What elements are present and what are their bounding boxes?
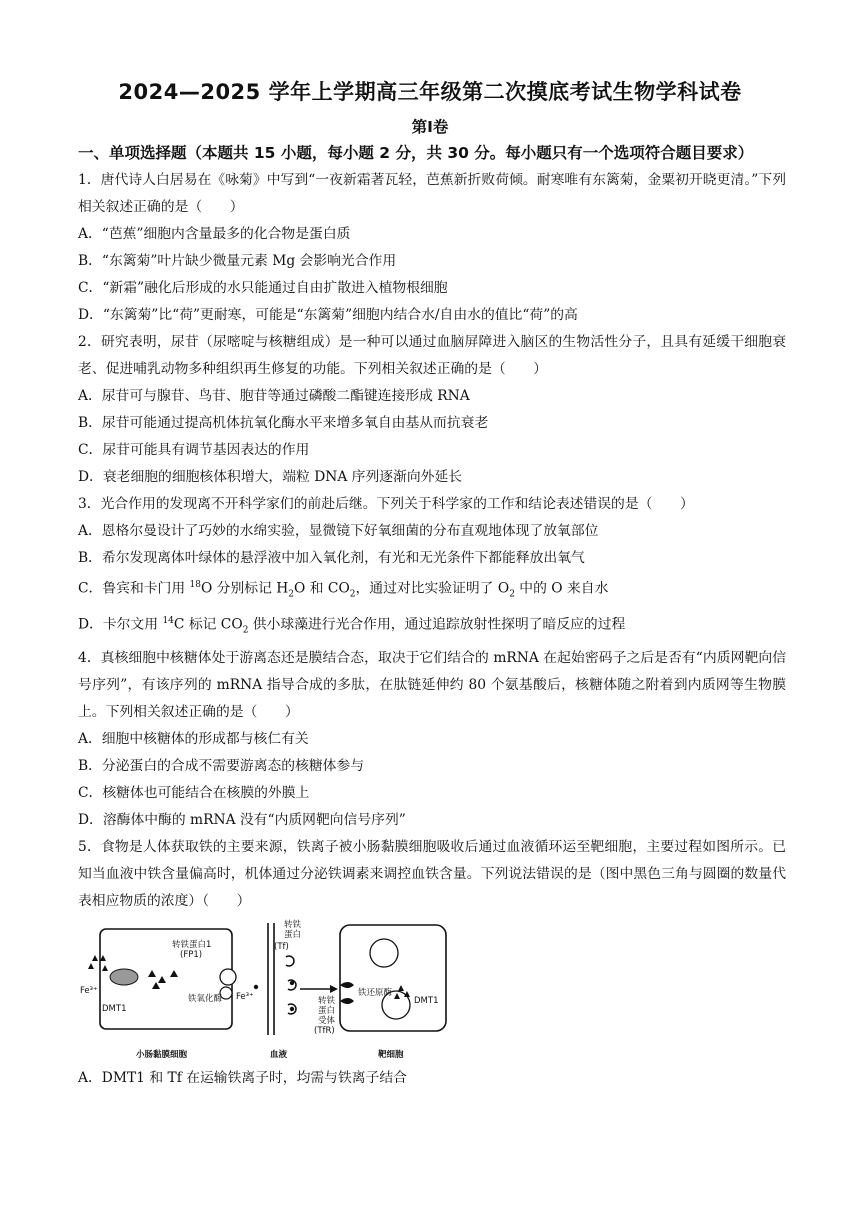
option-b: B．分泌蛋白的合成不需要游离态的核糖体参与 xyxy=(78,757,365,774)
exam-title: 2024—2025 学年上学期高三年级第二次摸底考试生物学科试卷 xyxy=(118,80,742,104)
option-a: A．DMT1 和 Tf 在运输铁离子时，均需与铁离子结合 xyxy=(78,1069,407,1086)
tfr-label-2: 蛋白 xyxy=(318,1005,336,1016)
option-c: C．核糖体也可能结合在核膜的外膜上 xyxy=(78,784,310,801)
option-d: D．“东篱菊”比“荷”更耐寒，可能是“东篱菊”细胞内结合水/自由水的值比“荷”的高 xyxy=(78,307,578,323)
section-heading: 一、单项选择题（本题共 15 小题，每小题 2 分，共 30 分。每小题只有一个选项符合题目要求） xyxy=(78,144,754,162)
transport-arrowhead xyxy=(330,985,338,993)
iron-transport-diagram xyxy=(78,917,786,1065)
fp1-label-2: (FP1) xyxy=(180,949,203,960)
tfr-receptors xyxy=(340,982,354,1004)
ferroxidase-label: 铁氧化酶 xyxy=(188,993,223,1004)
fe3-triangles-inside xyxy=(148,970,178,989)
option-c: C．“新霜”融化后形成的水只能通过自由扩散进入植物根细胞 xyxy=(78,280,448,296)
question-5 xyxy=(78,834,786,1092)
question-3 xyxy=(78,491,786,645)
caption-target-cell: 靶细胞 xyxy=(378,1049,404,1060)
option-b: B．“东篱菊”叶片缺少微量元素 Mg 会影响光合作用 xyxy=(78,253,397,269)
volume-heading: 第Ⅰ卷 xyxy=(411,118,449,136)
fe3-triangles-outside xyxy=(88,955,108,971)
endosome-vesicle xyxy=(370,939,398,967)
option-a: A．“芭蕉”细胞内含量最多的化合物是蛋白质 xyxy=(78,226,351,242)
reductase-label: 铁还原酶 xyxy=(358,987,393,998)
tf-label-3: (Tf) xyxy=(274,941,289,952)
question-stem: 1．唐代诗人白居易在《咏菊》中写到“一夜新霜著瓦轻，芭蕉新折败荷倾。耐寒唯有东篱菊，金粟初开晓更清。”下列相关叙述正确的是（ ） xyxy=(78,172,786,215)
fp1-transporter xyxy=(220,969,236,985)
caption-intestinal-cell: 小肠黏膜细胞 xyxy=(136,1049,188,1060)
caption-blood: 血液 xyxy=(270,1049,288,1060)
tf-label-1: 转铁 xyxy=(284,919,302,930)
dmt1-right-label: DMT1 xyxy=(414,995,439,1006)
dmt1-left-label: DMT1 xyxy=(102,1003,127,1014)
iron-transport-figure xyxy=(78,917,786,1065)
tf-molecules xyxy=(286,956,296,1014)
option-a: A．恩格尔曼设计了巧妙的水绵实验，显微镜下好氧细菌的分布直观地体现了放氧部位 xyxy=(78,523,599,539)
question-1 xyxy=(78,167,786,329)
question-stem: 4．真核细胞中核糖体处于游离态还是膜结合态，取决于它们结合的 mRNA 在起始密码子之后是否有“内质网靶向信号序列”，有该序列的 mRNA 指导合成的多肽，在肽链延伸约 80 个氨基酸后，核糖体随之附着到内质网等生物膜上。下列相关叙述正确的是（ ） xyxy=(78,649,786,720)
tfr-label-4: (TfR) xyxy=(314,1025,335,1036)
exam-content xyxy=(78,140,786,1092)
dmt1-transporter-left xyxy=(110,969,138,985)
option-d: D．衰老细胞的细胞核体积增大，端粒 DNA 序列逐渐向外延长 xyxy=(78,469,463,485)
fe3-mid-label: Fe³⁺ xyxy=(236,991,254,1002)
target-cell-outline xyxy=(340,925,446,1031)
option-b: B．尿苷可能通过提高机体抗氧化酶水平来增多氧自由基从而抗衰老 xyxy=(78,415,489,431)
option-d: D．卡尔文用 $^{14}$C 标记 $CO_2$ 供小球藻进行光合作用，通过追踪放射性探明了暗反应的过程 xyxy=(78,616,626,636)
question-stem: 3．光合作用的发现离不开科学家们的前赴后继。下列关于科学家的工作和结论表述错误的是（ ） xyxy=(78,496,694,512)
tf-label-2: 蛋白 xyxy=(284,929,302,940)
fp1-label-1: 转铁蛋白1 xyxy=(172,939,212,950)
question-stem: 5．食物是人体获取铁的主要来源，铁离子被小肠黏膜细胞吸收后通过血液循环运至靶细胞，主要过程如图所示。已知当血液中铁含量偏高时，机体通过分泌铁调素来调控血铁含量。下列说法错误的是（图中黑色三角与圆圈的数量代表相应物质的浓度）（ ） xyxy=(78,838,786,909)
option-a: A．细胞中核糖体的形成都与核仁有关 xyxy=(78,730,309,747)
question-4 xyxy=(78,645,786,834)
option-c: C．尿苷可能具有调节基因表达的作用 xyxy=(78,442,310,458)
option-c: C．鲁宾和卡门用 $^{18}$O 分别标记 $H_2O$ 和 $CO_2$，通过对比实验证明了 $O_2$ 中的 O 来自水 xyxy=(78,580,609,600)
question-stem: 2．研究表明，尿苷（尿嘧啶与核糖组成）是一种可以通过血脑屏障进入脑区的生物活性分子，且具有延缓干细胞衰老、促进哺乳动物多种组织再生修复的功能。下列相关叙述正确的是（ ） xyxy=(78,334,786,377)
fe3-left-label: Fe³⁺ xyxy=(80,985,98,996)
tfr-label-1: 转铁 xyxy=(318,995,336,1006)
option-a: A．尿苷可与腺苷、鸟苷、胞苷等通过磷酸二酯键连接形成 RNA xyxy=(78,388,470,404)
option-d: D．溶酶体中酶的 mRNA 没有“内质网靶向信号序列” xyxy=(78,811,406,828)
option-b: B．希尔发现离体叶绿体的悬浮液中加入氧化剂，有光和无光条件下都能释放出氧气 xyxy=(78,550,585,566)
question-2 xyxy=(78,329,786,491)
tfr-label-3: 受体 xyxy=(318,1015,336,1026)
